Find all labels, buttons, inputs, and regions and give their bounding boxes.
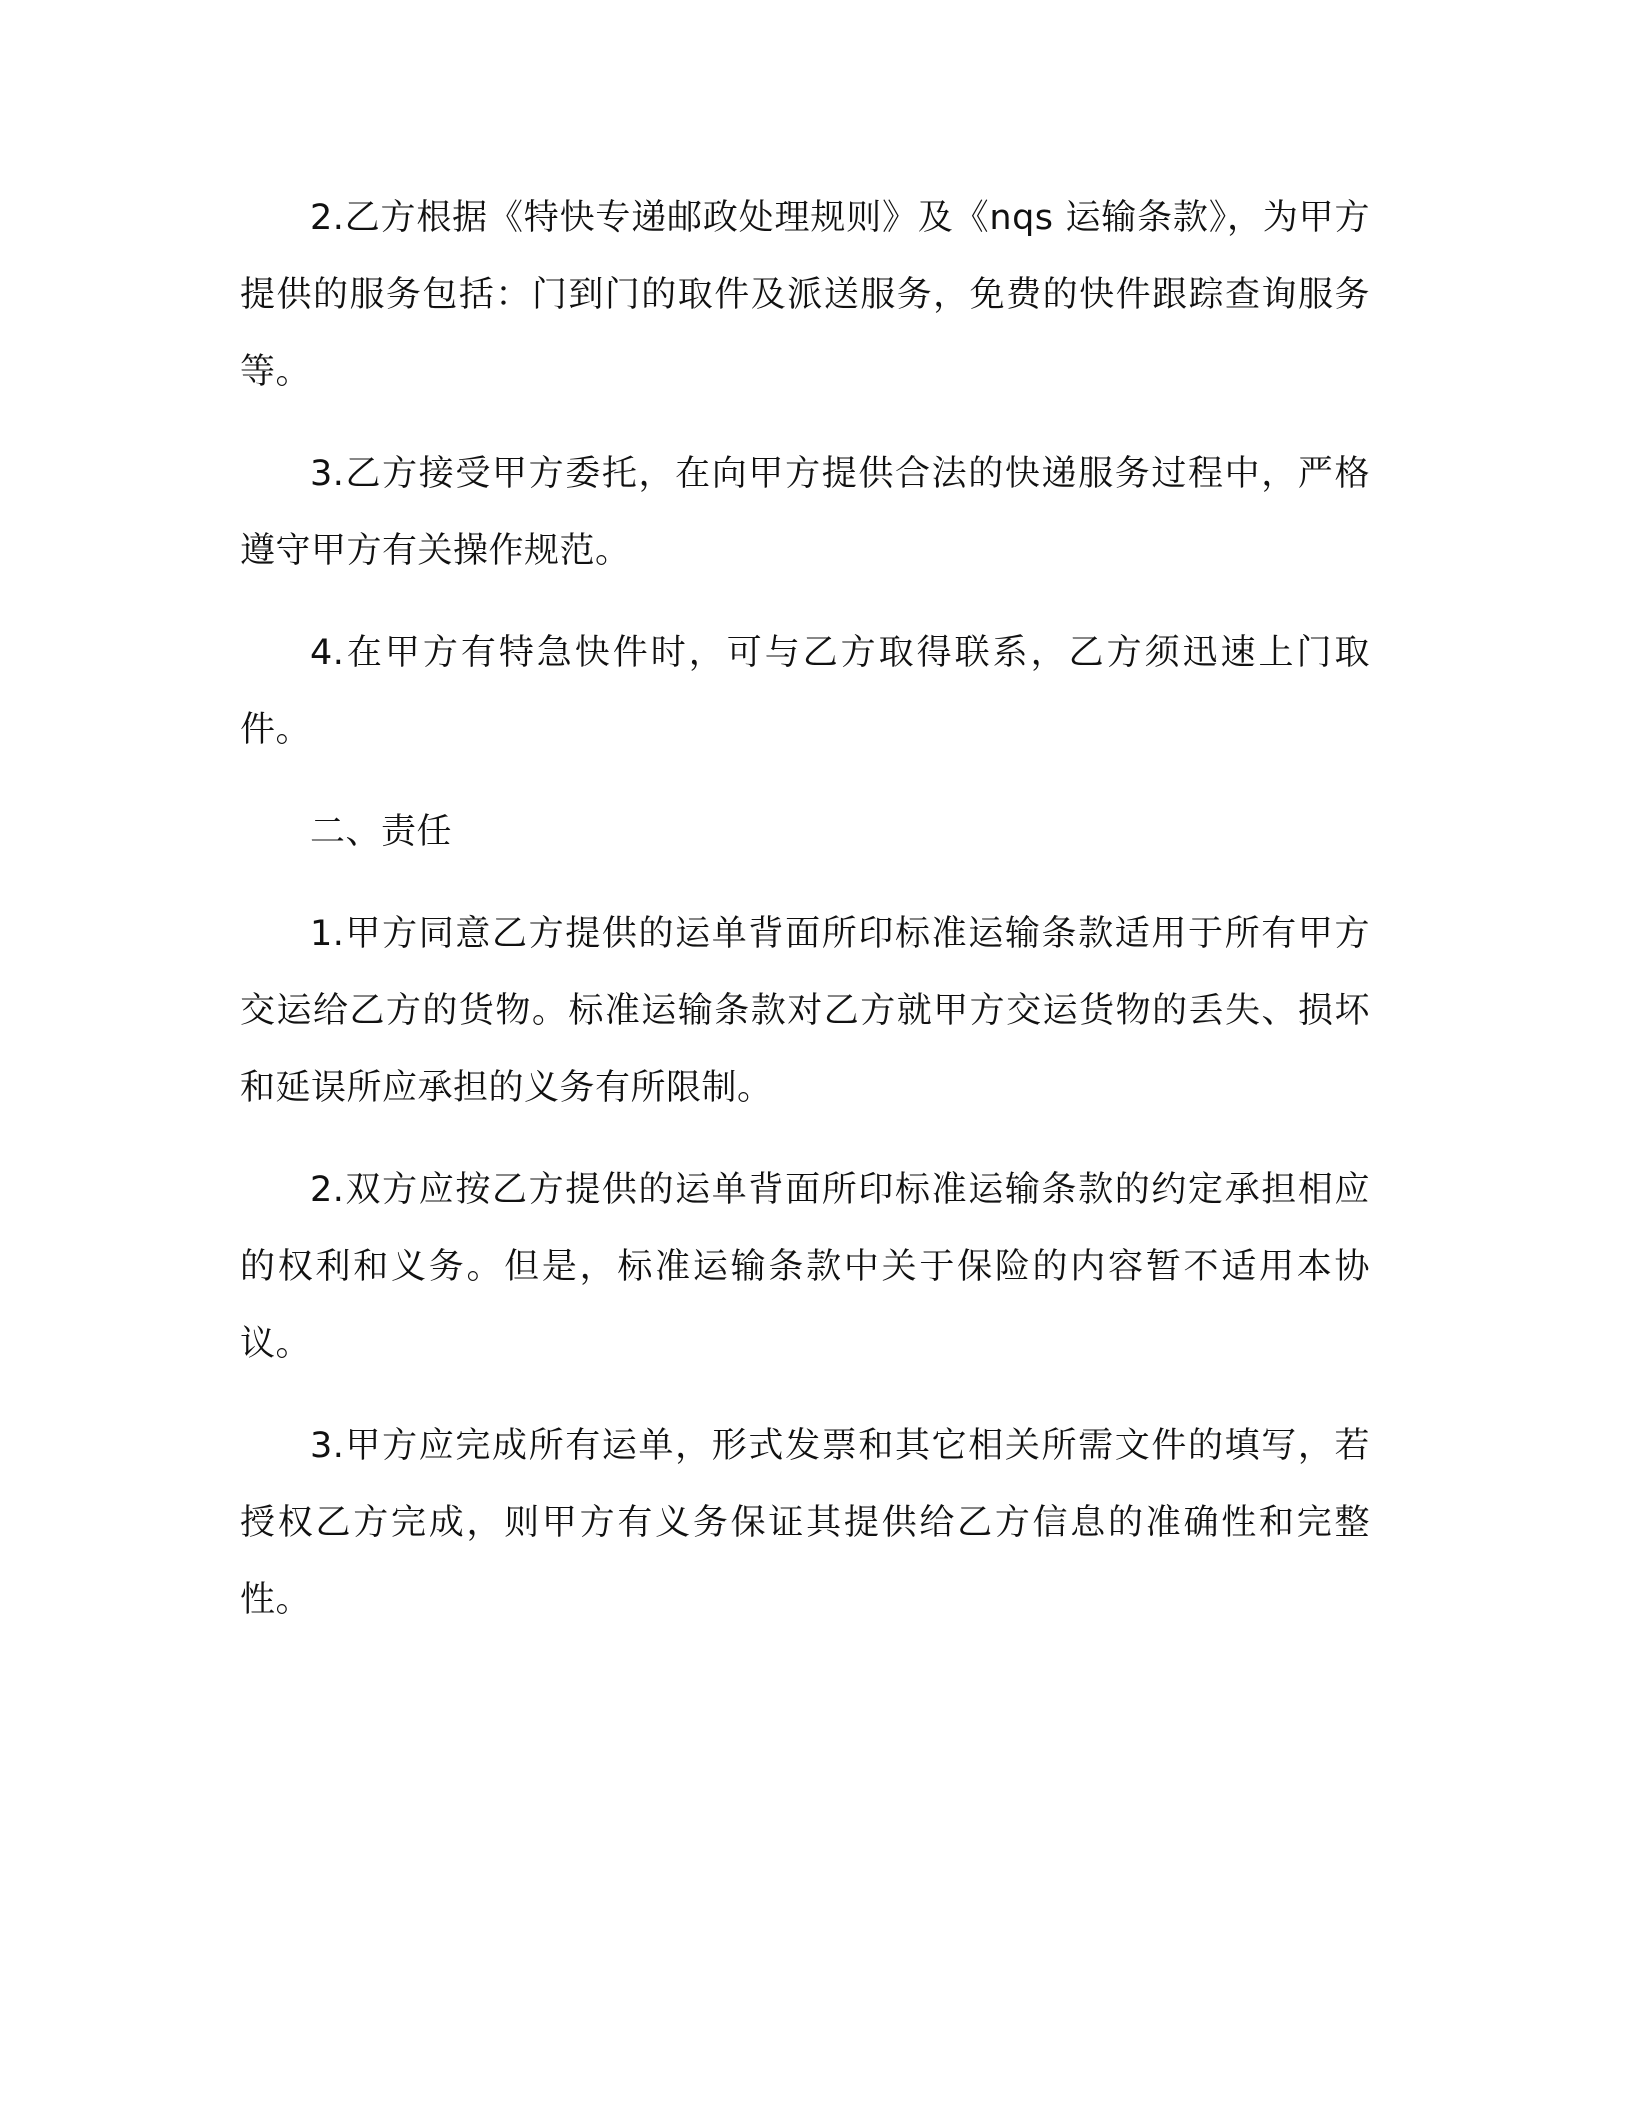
paragraph-responsibility-3: 3.甲方应完成所有运单，形式发票和其它相关所需文件的填写，若授权乙方完成，则甲方有义务保证其提供给乙方信息的准确性和完整性。 [240, 1426, 1370, 1620]
paragraph-responsibility-2: 2.双方应按乙方提供的运单背面所印标准运输条款的约定承担相应的权利和义务。但是，标准运输条款中关于保险的内容暂不适用本协议。 [240, 1170, 1370, 1364]
paragraph-responsibility-1: 1.甲方同意乙方提供的运单背面所印标准运输条款适用于所有甲方交运给乙方的货物。标准运输条款对乙方就甲方交运货物的丢失、损坏和延误所应承担的义务有所限制。 [240, 914, 1370, 1108]
paragraph-service-3: 3.乙方接受甲方委托，在向甲方提供合法的快递服务过程中，严格遵守甲方有关操作规范。 [240, 454, 1370, 571]
section-heading-responsibility: 二、责任 [310, 812, 453, 852]
paragraph-service-2: 2.乙方根据《特快专递邮政处理规则》及《nqs 运输条款》，为甲方提供的服务包括：门到门的取件及派送服务，免费的快件跟踪查询服务等。 [240, 198, 1370, 392]
document-body [240, 180, 1370, 1664]
paragraph-service-4: 4.在甲方有特急快件时，可与乙方取得联系，乙方须迅速上门取件。 [240, 633, 1370, 750]
